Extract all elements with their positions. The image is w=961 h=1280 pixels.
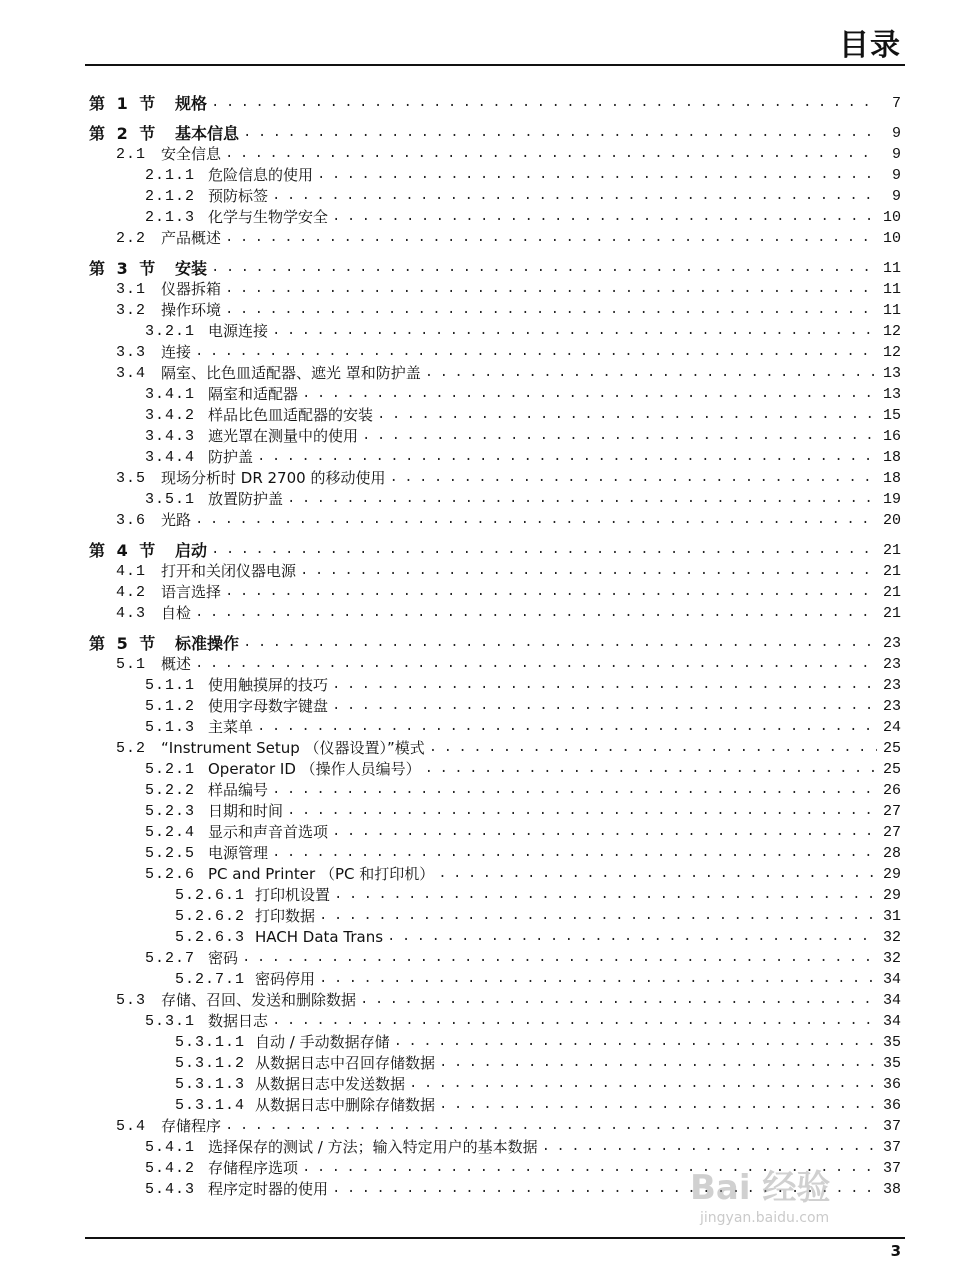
dot-leader [287,801,877,822]
dot-leader [195,603,877,624]
toc-entry-title: 启动 [175,541,208,560]
toc-entry-number: 第 1 节 [89,94,156,113]
toc-entry-page: 11 [882,281,901,298]
toc-entry[interactable] [89,906,901,927]
toc-entry-page: 25 [882,740,901,757]
dot-leader [195,342,877,363]
toc-entry-number: 5.2.6.1 [175,887,246,904]
toc-entry-number: 5.4.3 [145,1181,196,1198]
toc-entry-number: 4.3 [116,605,147,622]
toc-entry[interactable] [89,228,901,249]
toc-entry-page: 23 [882,698,901,715]
toc-entry-page: 27 [882,803,901,820]
toc-entry-title: 从数据日志中发送数据 [255,1075,406,1093]
toc-entry-title: PC and Printer （PC 和打印机） [208,865,435,883]
toc-section-entry[interactable] [89,624,901,654]
dot-leader [302,384,877,405]
dot-leader [387,927,877,948]
toc-entry-title: 数据日志 [208,1012,269,1030]
toc-entry[interactable] [89,1074,901,1095]
toc-entry-title: 电源连接 [208,322,269,340]
toc-entry-title: 样品编号 [208,781,269,799]
toc-entry-title: Operator ID （操作人员编号） [208,760,421,778]
toc-entry[interactable] [89,990,901,1011]
toc-entry-number: 3.1 [116,281,147,298]
toc-entry[interactable] [89,1137,901,1158]
dot-leader [195,510,877,531]
dot-leader [332,675,877,696]
dot-leader [287,489,877,510]
toc-entry[interactable] [89,384,901,405]
table-of-contents [89,93,901,1200]
dot-leader [438,864,877,885]
toc-entry-page: 34 [882,1013,901,1030]
watermark-logo: Bai 经验 [690,1168,831,1208]
toc-entry-title: 基本信息 [175,124,240,143]
toc-entry-number: 3.4.3 [145,428,196,445]
dot-leader [272,321,877,342]
dot-leader [319,906,877,927]
toc-entry-title: 存储程序选项 [208,1159,299,1177]
toc-entry-number: 2.1.1 [145,167,196,184]
dot-leader [360,990,877,1011]
dot-leader [195,654,877,675]
toc-entry-number: 第 3 节 [89,259,156,278]
toc-entry-title: 安全信息 [161,145,222,163]
dot-leader [409,1074,877,1095]
dot-leader [394,1032,877,1053]
dot-leader [272,780,877,801]
toc-entry-page: 9 [891,125,901,142]
toc-entry-page: 31 [882,908,901,925]
toc-entry-number: 5.2.5 [145,845,196,862]
dot-leader [272,843,877,864]
toc-entry-number: 5.3.1.4 [175,1097,246,1114]
toc-entry[interactable] [89,489,901,510]
toc-entry-title: 主菜单 [208,718,254,736]
toc-entry-title: 连接 [161,343,192,361]
toc-entry-page: 37 [882,1139,901,1156]
toc-entry[interactable] [89,561,901,582]
toc-entry-title: 隔室、比色皿适配器、遮光 罩和防护盖 [161,364,421,382]
toc-entry[interactable] [89,738,901,759]
toc-entry-page: 9 [891,146,901,163]
toc-entry-title: 从数据日志中删除存储数据 [255,1096,436,1114]
toc-entry-page: 7 [891,95,901,112]
toc-section-entry[interactable] [89,114,901,144]
toc-entry-title: 产品概述 [161,229,222,247]
toc-entry-page: 21 [882,542,901,559]
toc-entry-title: 显示和声音首选项 [208,823,329,841]
toc-entry-number: 5.1 [116,656,147,673]
dot-leader [377,405,877,426]
toc-entry-page: 34 [882,971,901,988]
toc-entry[interactable] [89,321,901,342]
toc-entry-number: 5.2.7.1 [175,971,246,988]
toc-entry-number: 5.1.3 [145,719,196,736]
toc-entry-number: 5.3.1.2 [175,1055,246,1072]
dot-leader [425,759,877,780]
toc-entry-page: 23 [882,656,901,673]
toc-entry-page: 23 [882,677,901,694]
toc-entry-title: 日期和时间 [208,802,284,820]
toc-entry[interactable] [89,948,901,969]
toc-entry[interactable] [89,717,901,738]
toc-entry-page: 15 [882,407,901,424]
toc-entry[interactable] [89,300,901,321]
toc-entry-number: 3.3 [116,344,147,361]
dot-leader [425,363,877,384]
toc-entry-title: 存储、召回、发送和删除数据 [161,991,357,1009]
toc-entry-title: 安装 [175,259,208,278]
dot-leader [334,885,877,906]
toc-entry-title: “Instrument Setup （仪器设置）”模式 [161,739,425,757]
dot-leader [272,1011,877,1032]
dot-leader [300,561,877,582]
toc-entry-page: 35 [882,1055,901,1072]
footer-page-number: 3 [890,1242,901,1260]
toc-entry-number: 5.3.1.1 [175,1034,246,1051]
dot-leader [319,969,877,990]
toc-entry[interactable] [89,801,901,822]
toc-entry-page: 11 [882,302,901,319]
toc-entry-title: 规格 [175,94,208,113]
toc-entry-page: 12 [882,344,901,361]
toc-entry-number: 2.1.3 [145,209,196,226]
toc-entry[interactable] [89,363,901,384]
toc-entry-number: 5.3 [116,992,147,1009]
toc-entry-title: 化学与生物学安全 [208,208,329,226]
toc-entry[interactable] [89,675,901,696]
toc-entry-page: 19 [882,491,901,508]
toc-entry-page: 37 [882,1160,901,1177]
toc-entry[interactable] [89,582,901,603]
toc-entry-page: 36 [882,1076,901,1093]
dot-leader [225,144,877,165]
toc-entry-title: 密码停用 [255,970,316,988]
toc-entry-title: 标准操作 [175,634,240,653]
watermark-url: jingyan.baidu.com [700,1210,830,1226]
toc-entry-title: 防护盖 [208,448,254,466]
toc-entry-title: 仪器拆箱 [161,280,222,298]
toc-entry-number: 5.2.4 [145,824,196,841]
dot-leader [257,447,877,468]
toc-entry-number: 3.4.2 [145,407,196,424]
toc-entry-title: 密码 [208,949,239,967]
toc-entry-page: 38 [882,1181,901,1198]
toc-entry[interactable] [89,207,901,228]
page-title: 目录 [839,28,901,63]
toc-entry-title: 自动 / 手动数据存储 [255,1033,390,1051]
footer-divider [85,1237,905,1239]
toc-entry-number: 4.2 [116,584,147,601]
toc-section-entry[interactable] [89,531,901,561]
toc-entry-number: 5.3.1.3 [175,1076,246,1093]
toc-entry-number: 5.4 [116,1118,147,1135]
toc-entry-page: 20 [882,512,901,529]
toc-entry-title: 遮光罩在测量中的使用 [208,427,359,445]
toc-entry-number: 5.2.6.3 [175,929,246,946]
dot-leader [243,633,877,654]
toc-entry-page: 29 [882,866,901,883]
toc-entry-title: 打印机设置 [255,886,331,904]
toc-entry[interactable] [89,696,901,717]
toc-entry-number: 5.4.1 [145,1139,196,1156]
dot-leader [332,207,877,228]
toc-entry[interactable] [89,186,901,207]
dot-leader [225,1116,877,1137]
toc-entry-page: 18 [882,449,901,466]
toc-entry-number: 2.1 [116,146,147,163]
dot-leader [225,300,877,321]
dot-leader [429,738,877,759]
toc-entry-page: 10 [882,209,901,226]
toc-entry-number: 5.2.6 [145,866,196,883]
toc-entry-page: 29 [882,887,901,904]
toc-entry-page: 9 [891,188,901,205]
toc-entry-page: 11 [882,260,901,277]
toc-entry[interactable] [89,1095,901,1116]
toc-section-entry[interactable] [89,93,901,114]
dot-leader [542,1137,877,1158]
dot-leader [225,228,877,249]
toc-section-entry[interactable] [89,249,901,279]
toc-entry[interactable] [89,759,901,780]
toc-entry-number: 第 5 节 [89,634,156,653]
toc-entry[interactable] [89,780,901,801]
toc-entry-number: 5.1.2 [145,698,196,715]
toc-entry-number: 2.2 [116,230,147,247]
toc-entry[interactable] [89,342,901,363]
toc-entry-title: 选择保存的测试 / 方法；输入特定用户的基本数据 [208,1138,538,1156]
toc-entry-page: 32 [882,929,901,946]
toc-entry-number: 3.2.1 [145,323,196,340]
toc-entry[interactable] [89,510,901,531]
toc-entry-title: 打印数据 [255,907,316,925]
dot-leader [242,948,877,969]
toc-entry-number: 3.4 [116,365,147,382]
toc-entry-title: 概述 [161,655,192,673]
toc-entry-number: 5.2.7 [145,950,196,967]
toc-entry-number: 5.2.6.2 [175,908,246,925]
toc-entry-number: 3.4.4 [145,449,196,466]
toc-entry-title: HACH Data Trans [255,928,384,946]
toc-entry[interactable] [89,447,901,468]
toc-entry-title: 存储程序 [161,1117,222,1135]
toc-entry-page: 21 [882,563,901,580]
toc-entry-page: 21 [882,584,901,601]
dot-leader [439,1095,877,1116]
toc-entry-number: 3.2 [116,302,147,319]
toc-entry-title: 光路 [161,511,192,529]
toc-entry-title: 语言选择 [161,583,222,601]
toc-entry-title: 操作环境 [161,301,222,319]
toc-entry-page: 24 [882,719,901,736]
toc-entry[interactable] [89,279,901,300]
dot-leader [243,123,877,144]
toc-entry-page: 12 [882,323,901,340]
toc-entry-number: 5.2 [116,740,147,757]
toc-entry-page: 32 [882,950,901,967]
toc-entry-title: 打开和关闭仪器电源 [161,562,297,580]
toc-entry[interactable] [89,1053,901,1074]
toc-entry-number: 3.6 [116,512,147,529]
toc-entry-number: 2.1.2 [145,188,196,205]
dot-leader [225,582,877,603]
dot-leader [225,279,877,300]
toc-entry-title: 使用触摸屏的技巧 [208,676,329,694]
toc-entry-number: 第 2 节 [89,124,156,143]
toc-entry[interactable] [89,654,901,675]
dot-leader [332,696,877,717]
dot-leader [389,468,877,489]
toc-entry-page: 13 [882,386,901,403]
toc-entry-page: 10 [882,230,901,247]
toc-entry-page: 13 [882,365,901,382]
toc-entry[interactable] [89,1032,901,1053]
toc-entry[interactable] [89,864,901,885]
toc-entry-page: 34 [882,992,901,1009]
toc-entry[interactable] [89,603,901,624]
dot-leader [211,93,877,114]
toc-entry-number: 5.2.2 [145,782,196,799]
toc-entry-page: 25 [882,761,901,778]
toc-entry-page: 9 [891,167,901,184]
toc-entry[interactable] [89,426,901,447]
toc-entry-title: 自检 [161,604,192,622]
toc-entry[interactable] [89,1116,901,1137]
toc-entry[interactable] [89,144,901,165]
dot-leader [257,717,877,738]
toc-entry-title: 样品比色皿适配器的安装 [208,406,374,424]
toc-entry-title: 电源管理 [208,844,269,862]
dot-leader [332,822,877,843]
toc-entry-title: 使用字母数字键盘 [208,697,329,715]
toc-entry[interactable] [89,822,901,843]
toc-entry-number: 3.5.1 [145,491,196,508]
toc-entry-number: 3.4.1 [145,386,196,403]
toc-entry-number: 5.4.2 [145,1160,196,1177]
toc-entry-number: 4.1 [116,563,147,580]
toc-entry-page: 23 [882,635,901,652]
dot-leader [439,1053,877,1074]
toc-entry-page: 18 [882,470,901,487]
toc-entry-page: 27 [882,824,901,841]
toc-entry-number: 5.2.1 [145,761,196,778]
toc-entry-title: 程序定时器的使用 [208,1180,329,1198]
toc-entry-title: 危险信息的使用 [208,166,314,184]
toc-entry[interactable] [89,1011,901,1032]
toc-entry-number: 5.3.1 [145,1013,196,1030]
dot-leader [211,540,877,561]
toc-entry-page: 16 [882,428,901,445]
toc-entry-title: 现场分析时 DR 2700 的移动使用 [161,469,386,487]
toc-entry[interactable] [89,165,901,186]
toc-entry-title: 从数据日志中召回存储数据 [255,1054,436,1072]
toc-entry-title: 隔室和适配器 [208,385,299,403]
toc-entry[interactable] [89,885,901,906]
toc-entry-page: 35 [882,1034,901,1051]
dot-leader [272,186,877,207]
toc-entry[interactable] [89,969,901,990]
toc-entry-page: 21 [882,605,901,622]
toc-entry-number: 第 4 节 [89,541,156,560]
toc-entry-page: 28 [882,845,901,862]
toc-entry-title: 预防标签 [208,187,269,205]
toc-entry[interactable] [89,927,901,948]
toc-entry-title: 放置防护盖 [208,490,284,508]
toc-entry-number: 5.2.3 [145,803,196,820]
toc-entry-number: 3.5 [116,470,147,487]
toc-entry-page: 37 [882,1118,901,1135]
toc-entry[interactable] [89,843,901,864]
dot-leader [362,426,877,447]
toc-entry[interactable] [89,405,901,426]
header-divider [85,64,905,66]
dot-leader [211,258,877,279]
dot-leader [317,165,877,186]
toc-entry[interactable] [89,468,901,489]
toc-entry-page: 36 [882,1097,901,1114]
toc-entry-page: 26 [882,782,901,799]
toc-entry-number: 5.1.1 [145,677,196,694]
